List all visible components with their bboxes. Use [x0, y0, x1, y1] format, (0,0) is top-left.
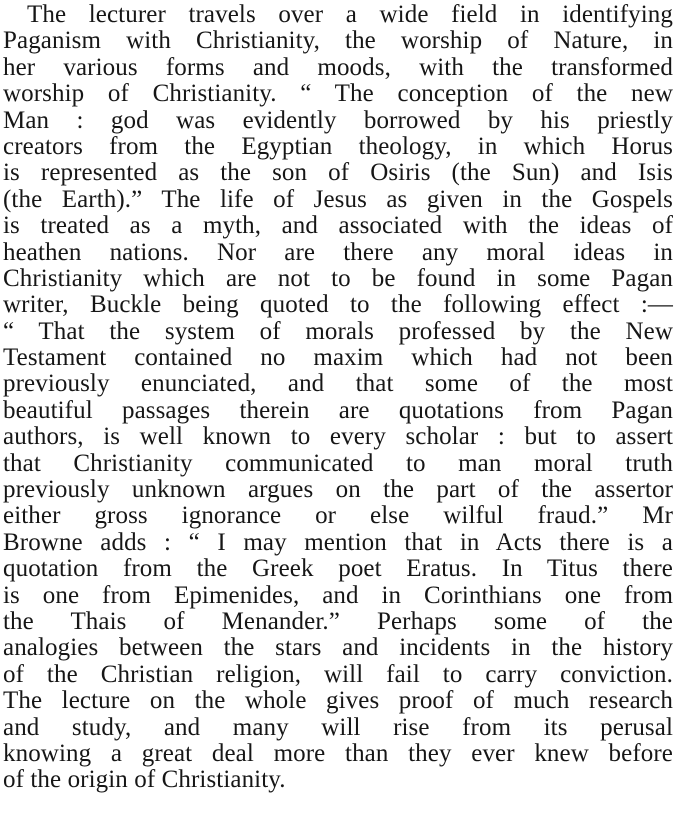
- text-line: is treated as a myth, and associated with the ideas of: [3, 212, 673, 240]
- text-line: previously enunciated, and that some of the most: [3, 370, 673, 398]
- text-line: Man : god was evidently borrowed by his priestly: [3, 106, 673, 134]
- text-line: Testament contained no maxim which had not been: [3, 344, 673, 372]
- text-line: Paganism with Christianity, the worship of Nature, in: [3, 27, 673, 55]
- text-line: Browne adds : “ I may mention that in Acts there is a: [3, 528, 673, 556]
- text-line: heathen nations. Nor are there any moral ideas in: [3, 238, 673, 266]
- text-line: of the origin of Christianity.: [3, 766, 286, 794]
- text-line: knowing a great deal more than they ever knew before: [3, 739, 673, 767]
- text-line: either gross ignorance or else wilful fraud.” Mr: [3, 502, 673, 530]
- text-line: (the Earth).” The life of Jesus as given in the Gospels: [3, 185, 673, 213]
- text-line: writer, Buckle being quoted to the following effect :—: [3, 291, 673, 319]
- article-paragraph: [3, 2, 673, 794]
- text-line: authors, is well known to every scholar : but to assert: [3, 423, 673, 451]
- text-line: “ That the system of morals professed by the New: [3, 317, 673, 345]
- text-line: The lecture on the whole gives proof of much research: [3, 687, 673, 715]
- text-line: the Thais of Menander.” Perhaps some of the: [3, 607, 673, 635]
- text-line: Christianity which are not to be found in some Pagan: [3, 264, 673, 292]
- text-line: is one from Epimenides, and in Corinthians one from: [3, 581, 673, 609]
- text-line: quotation from the Greek poet Eratus. In Titus there: [3, 555, 673, 583]
- text-line: of the Christian religion, will fail to carry conviction.: [3, 660, 673, 688]
- text-line: her various forms and moods, with the transformed: [3, 53, 673, 81]
- text-line: analogies between the stars and incidents in the history: [3, 634, 673, 662]
- text-line: beautiful passages therein are quotations from Pagan: [3, 396, 673, 424]
- text-line: that Christianity communicated to man moral truth: [3, 449, 673, 477]
- text-line: is represented as the son of Osiris (the Sun) and Isis: [3, 159, 673, 187]
- text-line: and study, and many will rise from its perusal: [3, 713, 673, 741]
- text-line: previously unknown argues on the part of the assertor: [3, 476, 673, 504]
- text-line: creators from the Egyptian theology, in which Horus: [3, 132, 673, 160]
- text-line: worship of Christianity. “ The conception of the new: [3, 80, 673, 108]
- text-line: The lecturer travels over a wide field in identifying: [27, 1, 673, 28]
